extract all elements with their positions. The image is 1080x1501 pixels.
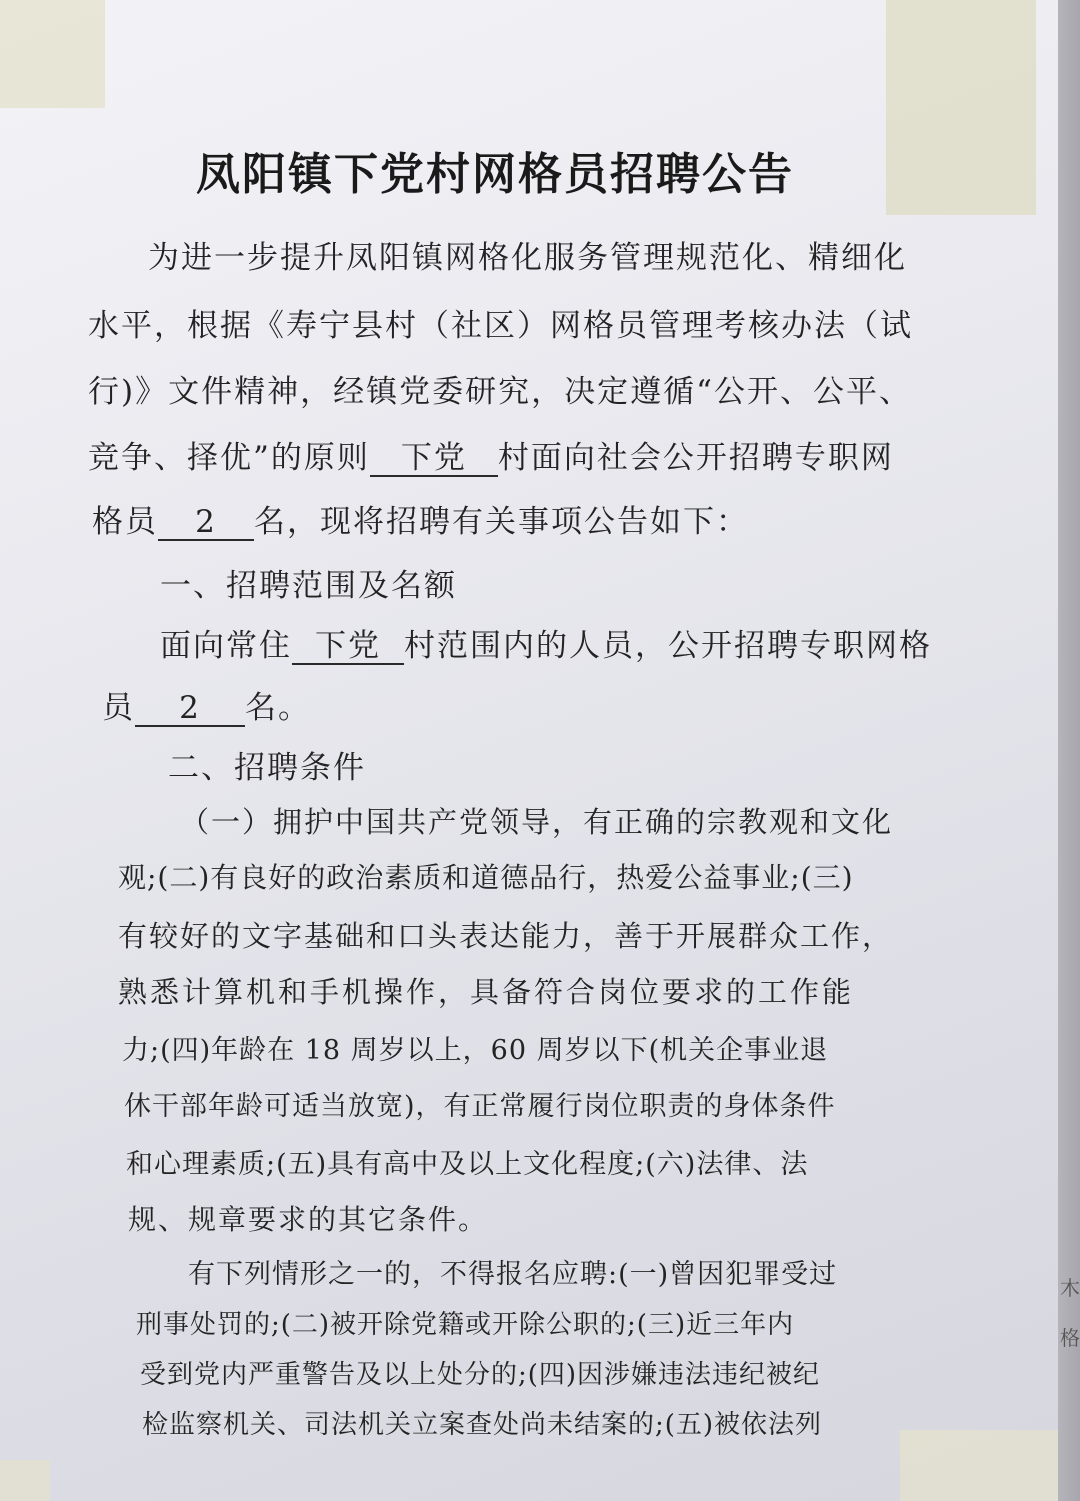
condition-line: 力;(四)年龄在 18 周岁以上，60 周岁以下(机关企事业退	[122, 1035, 829, 1066]
tape-top-left	[0, 0, 105, 108]
notice-title: 凤阳镇下党村网格员招聘公告	[196, 149, 794, 200]
section-1-line-1	[160, 620, 932, 665]
adjacent-paper-char: 格	[1060, 1326, 1080, 1350]
intro-line-4	[88, 432, 894, 477]
condition-line: 观;(二)有良好的政治素质和道德品行，热爱公益事业;(三)	[118, 861, 854, 894]
recruit-count-blank: 2	[135, 691, 245, 727]
intro-text: 村面向社会公开招聘专职网	[497, 440, 894, 476]
condition-line: 有较好的文字基础和口头表达能力，善于开展群众工作，	[118, 919, 894, 953]
intro-line-5	[92, 496, 749, 541]
village-name-blank: 下党	[292, 629, 404, 665]
condition-line: 规、规章要求的其它条件。	[128, 1203, 489, 1236]
tape-bottom-left	[0, 1460, 50, 1501]
adjacent-paper-char: 木	[1060, 1276, 1080, 1300]
section-text: 员	[102, 690, 135, 726]
village-name-blank: 下党	[370, 441, 498, 477]
section-1-heading: 一、招聘范围及名额	[160, 568, 457, 604]
condition-line: 和心理素质;(五)具有高中及以上文化程度;(六)法律、法	[126, 1149, 809, 1180]
condition-line: 休干部年龄可适当放宽)，有正常履行岗位职责的身体条件	[124, 1091, 836, 1122]
section-1-line-2	[102, 682, 311, 727]
section-text: 名。	[245, 690, 311, 726]
section-text: 村范围内的人员，公开招聘专职网格	[404, 628, 932, 664]
exclusion-line: 有下列情形之一的，不得报名应聘:(一)曾因犯罪受过	[188, 1259, 838, 1290]
intro-text: 竞争、择优”的原则	[88, 440, 370, 476]
exclusion-line: 检监察机关、司法机关立案查处尚未结案的;(五)被依法列	[142, 1410, 823, 1440]
intro-line-1: 为进一步提升凤阳镇网格化服务管理规范化、精细化	[148, 240, 907, 276]
recruit-count-blank: 2	[158, 505, 254, 541]
intro-line-3: 行)》文件精神，经镇党委研究，决定遵循“公开、公平、	[88, 374, 912, 410]
condition-line: 熟悉计算机和手机操作，具备符合岗位要求的工作能	[118, 975, 855, 1009]
exclusion-line: 刑事处罚的;(二)被开除党籍或开除公职的;(三)近三年内	[136, 1310, 795, 1340]
tape-bottom-right	[900, 1430, 1058, 1501]
intro-line-2: 水平，根据《寿宁县村（社区）网格员管理考核办法（试	[88, 308, 913, 344]
exclusion-line: 受到党内严重警告及以上处分的;(四)因涉嫌违法违纪被纪	[140, 1360, 821, 1390]
section-2-heading: 二、招聘条件	[168, 750, 366, 786]
section-text: 面向常住	[160, 628, 292, 664]
adjacent-paper-edge	[1058, 0, 1080, 1501]
intro-text: 格员	[92, 504, 158, 540]
condition-line: （一）拥护中国共产党领导，有正确的宗教观和文化	[180, 805, 894, 839]
intro-text: 名，现将招聘有关事项公告如下：	[254, 504, 749, 540]
